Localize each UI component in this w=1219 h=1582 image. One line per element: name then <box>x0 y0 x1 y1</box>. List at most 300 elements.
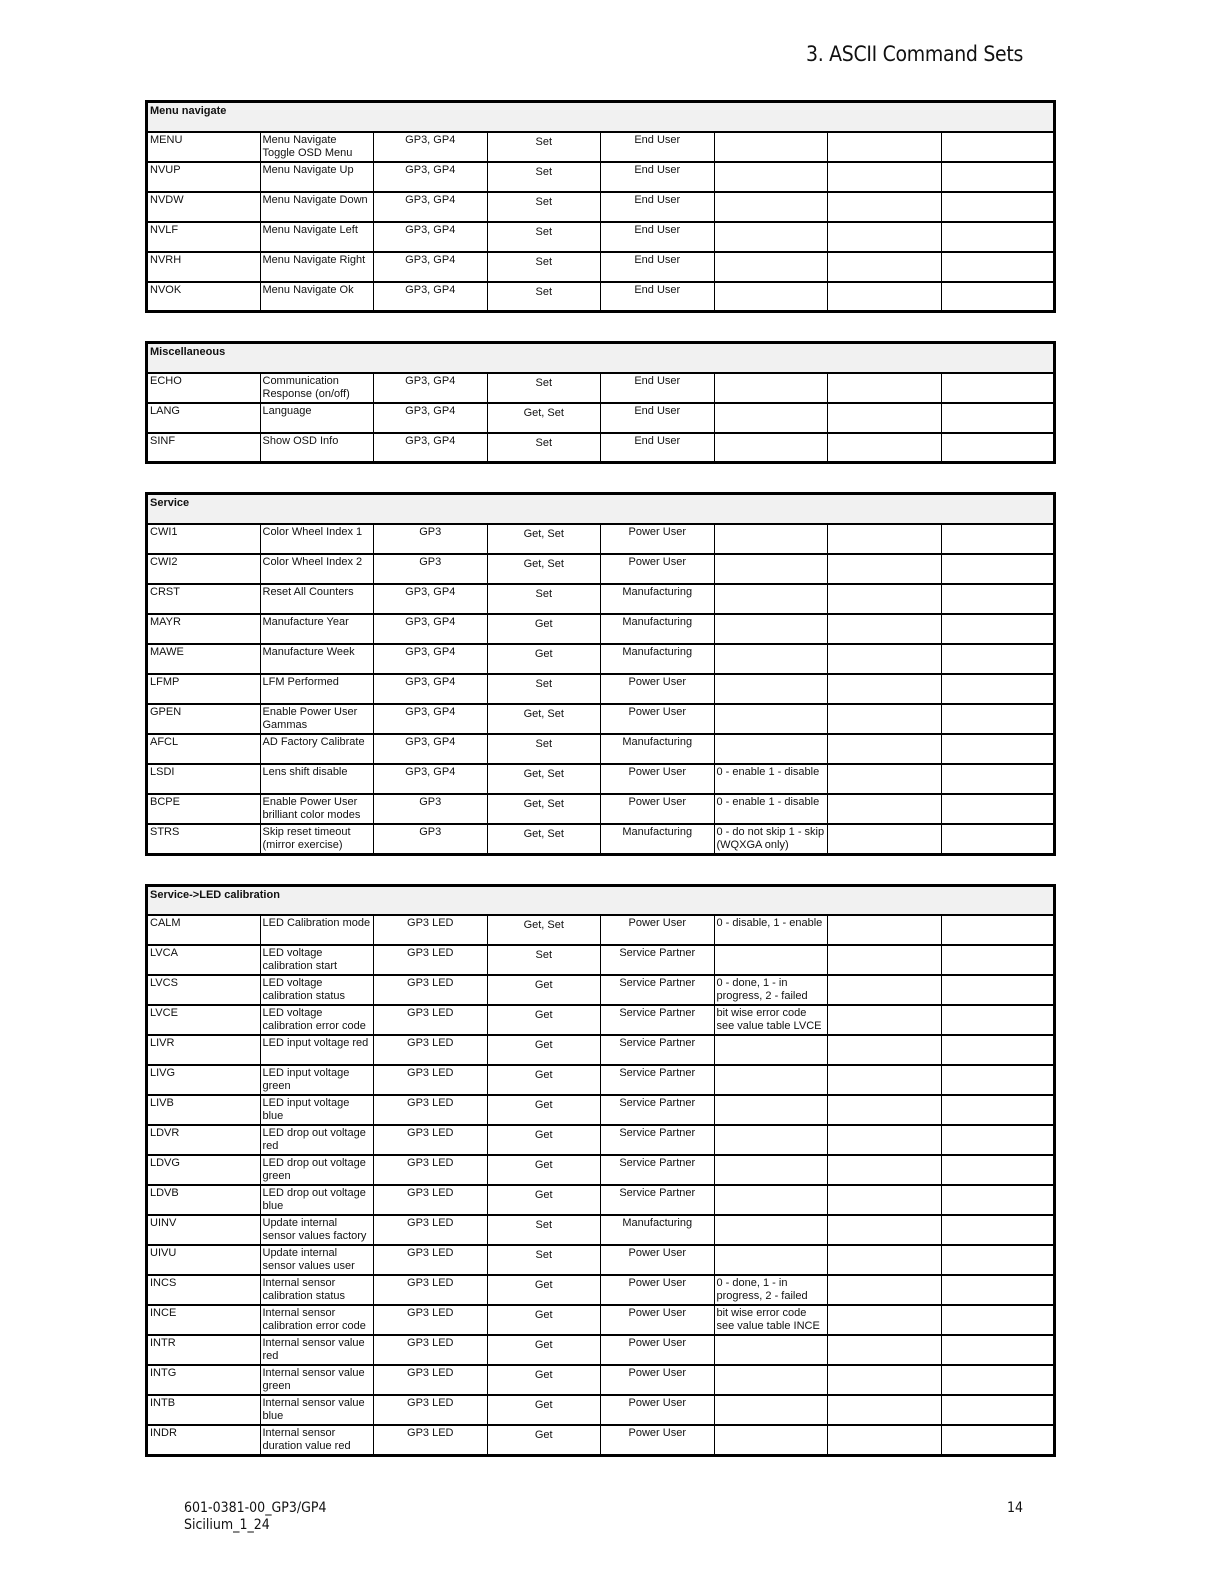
command-extra-cell <box>941 614 1055 644</box>
command-extra-cell <box>828 1425 942 1456</box>
command-description: LED input voltage green <box>260 1065 374 1095</box>
command-access: Get, Set <box>487 764 601 794</box>
section-header-row <box>147 494 1055 524</box>
command-code: CWI1 <box>147 524 261 554</box>
command-extra-cell <box>828 1125 942 1155</box>
command-row <box>147 554 1055 584</box>
command-sections <box>145 100 1056 1485</box>
command-table <box>145 341 1056 464</box>
command-notes: 0 - done, 1 - in progress, 2 - failed <box>714 1275 828 1305</box>
command-platform: GP3 LED <box>374 915 488 945</box>
command-user-level: Power User <box>601 524 715 554</box>
command-row <box>147 975 1055 1005</box>
command-access: Get <box>487 1395 601 1425</box>
command-code: NVLF <box>147 222 261 252</box>
command-extra-cell <box>941 824 1055 855</box>
command-description: Manufacture Week <box>260 644 374 674</box>
command-code: NVRH <box>147 252 261 282</box>
command-row <box>147 524 1055 554</box>
command-platform: GP3 <box>374 824 488 855</box>
command-extra-cell <box>941 1125 1055 1155</box>
command-description: Skip reset timeout (mirror exercise) <box>260 824 374 855</box>
command-row <box>147 403 1055 433</box>
command-user-level: Power User <box>601 704 715 734</box>
command-access: Get <box>487 1275 601 1305</box>
footer-doc-version: Sicilium_1_24 <box>184 1517 270 1533</box>
command-code: UINV <box>147 1215 261 1245</box>
command-code: LIVG <box>147 1065 261 1095</box>
command-notes <box>714 252 828 282</box>
command-access: Get <box>487 1185 601 1215</box>
command-extra-cell <box>941 674 1055 704</box>
command-access: Get <box>487 644 601 674</box>
command-notes <box>714 704 828 734</box>
command-access: Get <box>487 975 601 1005</box>
command-platform: GP3 LED <box>374 1005 488 1035</box>
command-code: INCS <box>147 1275 261 1305</box>
command-extra-cell <box>828 1185 942 1215</box>
command-row <box>147 824 1055 855</box>
command-access: Set <box>487 674 601 704</box>
command-user-level: Service Partner <box>601 1125 715 1155</box>
command-access: Get <box>487 1155 601 1185</box>
command-code: INTB <box>147 1395 261 1425</box>
command-code: LDVR <box>147 1125 261 1155</box>
command-user-level: End User <box>601 132 715 162</box>
command-extra-cell <box>941 1245 1055 1275</box>
command-extra-cell <box>941 1335 1055 1365</box>
command-platform: GP3, GP4 <box>374 162 488 192</box>
command-section <box>145 341 1056 464</box>
command-extra-cell <box>828 704 942 734</box>
command-user-level: Power User <box>601 1275 715 1305</box>
command-section <box>145 492 1056 856</box>
command-description: LED voltage calibration start <box>260 945 374 975</box>
command-description: Lens shift disable <box>260 764 374 794</box>
command-table <box>145 100 1056 313</box>
command-access: Get, Set <box>487 915 601 945</box>
command-notes <box>714 1425 828 1456</box>
command-access: Set <box>487 282 601 312</box>
command-user-level: End User <box>601 433 715 463</box>
command-row <box>147 644 1055 674</box>
command-access: Get <box>487 614 601 644</box>
command-notes <box>714 132 828 162</box>
command-code: LVCA <box>147 945 261 975</box>
command-description: Enable Power User brilliant color modes <box>260 794 374 824</box>
command-extra-cell <box>828 1395 942 1425</box>
command-extra-cell <box>828 252 942 282</box>
command-extra-cell <box>941 524 1055 554</box>
command-code: AFCL <box>147 734 261 764</box>
command-extra-cell <box>828 1095 942 1125</box>
command-description: Manufacture Year <box>260 614 374 644</box>
command-notes <box>714 162 828 192</box>
command-extra-cell <box>828 1335 942 1365</box>
command-row <box>147 373 1055 403</box>
section-header-row <box>147 885 1055 915</box>
command-row <box>147 1155 1055 1185</box>
section-header-row <box>147 102 1055 132</box>
command-user-level: Power User <box>601 1395 715 1425</box>
command-access: Set <box>487 162 601 192</box>
command-platform: GP3 LED <box>374 1335 488 1365</box>
command-row <box>147 1395 1055 1425</box>
command-row <box>147 674 1055 704</box>
command-description: LED drop out voltage green <box>260 1155 374 1185</box>
command-access: Set <box>487 373 601 403</box>
command-notes <box>714 1095 828 1125</box>
command-code: MAYR <box>147 614 261 644</box>
command-row <box>147 1245 1055 1275</box>
command-extra-cell <box>828 975 942 1005</box>
command-notes <box>714 1215 828 1245</box>
command-row <box>147 1035 1055 1065</box>
command-description: Menu Navigate Up <box>260 162 374 192</box>
command-extra-cell <box>941 1215 1055 1245</box>
command-notes <box>714 192 828 222</box>
command-extra-cell <box>828 674 942 704</box>
command-description: LED input voltage blue <box>260 1095 374 1125</box>
command-platform: GP3 <box>374 794 488 824</box>
command-extra-cell <box>941 1065 1055 1095</box>
command-user-level: Power User <box>601 1335 715 1365</box>
command-extra-cell <box>941 192 1055 222</box>
command-description: Internal sensor duration value red <box>260 1425 374 1456</box>
command-platform: GP3, GP4 <box>374 252 488 282</box>
command-extra-cell <box>941 252 1055 282</box>
command-platform: GP3 LED <box>374 1215 488 1245</box>
command-row <box>147 794 1055 824</box>
command-user-level: Manufacturing <box>601 824 715 855</box>
command-description: LFM Performed <box>260 674 374 704</box>
command-section <box>145 100 1056 313</box>
command-access: Get, Set <box>487 554 601 584</box>
command-row <box>147 1425 1055 1456</box>
command-description: LED voltage calibration status <box>260 975 374 1005</box>
command-notes <box>714 584 828 614</box>
command-platform: GP3 <box>374 524 488 554</box>
command-user-level: Service Partner <box>601 1185 715 1215</box>
command-user-level: Power User <box>601 915 715 945</box>
command-platform: GP3 LED <box>374 1095 488 1125</box>
command-extra-cell <box>941 734 1055 764</box>
command-extra-cell <box>941 794 1055 824</box>
command-extra-cell <box>941 1275 1055 1305</box>
command-user-level: Manufacturing <box>601 644 715 674</box>
command-platform: GP3, GP4 <box>374 584 488 614</box>
command-row <box>147 1005 1055 1035</box>
command-user-level: Service Partner <box>601 1035 715 1065</box>
command-description: Color Wheel Index 1 <box>260 524 374 554</box>
command-user-level: Manufacturing <box>601 734 715 764</box>
command-access: Set <box>487 192 601 222</box>
command-table <box>145 884 1056 1458</box>
command-code: LDVG <box>147 1155 261 1185</box>
command-extra-cell <box>828 945 942 975</box>
command-notes <box>714 1065 828 1095</box>
command-access: Set <box>487 433 601 463</box>
command-code: LDVB <box>147 1185 261 1215</box>
command-code: INCE <box>147 1305 261 1335</box>
command-user-level: Power User <box>601 554 715 584</box>
command-extra-cell <box>941 975 1055 1005</box>
command-description: LED voltage calibration error code <box>260 1005 374 1035</box>
command-description: Update internal sensor values user <box>260 1245 374 1275</box>
command-row <box>147 764 1055 794</box>
command-row <box>147 1065 1055 1095</box>
command-notes <box>714 1395 828 1425</box>
command-row <box>147 584 1055 614</box>
command-user-level: Power User <box>601 1245 715 1275</box>
command-access: Get <box>487 1065 601 1095</box>
command-description: Menu Navigate Toggle OSD Menu <box>260 132 374 162</box>
command-extra-cell <box>828 1005 942 1035</box>
command-row <box>147 162 1055 192</box>
command-platform: GP3 LED <box>374 1305 488 1335</box>
command-platform: GP3 LED <box>374 1425 488 1456</box>
command-notes <box>714 1335 828 1365</box>
command-access: Set <box>487 1245 601 1275</box>
command-user-level: Power User <box>601 1305 715 1335</box>
command-extra-cell <box>828 162 942 192</box>
command-notes <box>714 1185 828 1215</box>
command-row <box>147 433 1055 463</box>
command-code: CWI2 <box>147 554 261 584</box>
command-notes: 0 - enable 1 - disable <box>714 764 828 794</box>
command-extra-cell <box>828 614 942 644</box>
command-user-level: End User <box>601 252 715 282</box>
command-extra-cell <box>828 1215 942 1245</box>
command-user-level: End User <box>601 403 715 433</box>
command-extra-cell <box>828 373 942 403</box>
command-user-level: Power User <box>601 794 715 824</box>
command-notes <box>714 614 828 644</box>
command-description: Menu Navigate Left <box>260 222 374 252</box>
command-access: Set <box>487 584 601 614</box>
command-extra-cell <box>941 1305 1055 1335</box>
command-notes <box>714 644 828 674</box>
command-description: Language <box>260 403 374 433</box>
command-user-level: Service Partner <box>601 1005 715 1035</box>
command-access: Get <box>487 1365 601 1395</box>
command-description: AD Factory Calibrate <box>260 734 374 764</box>
command-description: LED drop out voltage blue <box>260 1185 374 1215</box>
command-section <box>145 884 1056 1458</box>
command-platform: GP3 LED <box>374 1275 488 1305</box>
section-title: Service->LED calibration <box>147 885 1055 915</box>
section-title: Menu navigate <box>147 102 1055 132</box>
command-extra-cell <box>828 915 942 945</box>
command-extra-cell <box>941 403 1055 433</box>
command-extra-cell <box>828 1365 942 1395</box>
command-access: Get, Set <box>487 704 601 734</box>
command-user-level: Service Partner <box>601 1155 715 1185</box>
command-row <box>147 132 1055 162</box>
command-user-level: End User <box>601 373 715 403</box>
command-description: Show OSD Info <box>260 433 374 463</box>
command-code: LFMP <box>147 674 261 704</box>
command-extra-cell <box>941 945 1055 975</box>
command-platform: GP3 LED <box>374 1185 488 1215</box>
command-code: LANG <box>147 403 261 433</box>
command-user-level: End User <box>601 222 715 252</box>
command-access: Set <box>487 1215 601 1245</box>
command-platform: GP3 LED <box>374 1395 488 1425</box>
command-notes <box>714 403 828 433</box>
command-platform: GP3, GP4 <box>374 192 488 222</box>
command-description: Internal sensor calibration status <box>260 1275 374 1305</box>
command-user-level: Service Partner <box>601 945 715 975</box>
command-platform: GP3 LED <box>374 1065 488 1095</box>
command-table <box>145 492 1056 856</box>
command-platform: GP3 <box>374 554 488 584</box>
command-user-level: Manufacturing <box>601 614 715 644</box>
command-notes <box>714 554 828 584</box>
command-platform: GP3, GP4 <box>374 764 488 794</box>
command-code: UIVU <box>147 1245 261 1275</box>
command-code: STRS <box>147 824 261 855</box>
command-user-level: Power User <box>601 1425 715 1456</box>
section-title: Service <box>147 494 1055 524</box>
command-extra-cell <box>941 373 1055 403</box>
command-notes <box>714 674 828 704</box>
command-description: Enable Power User Gammas <box>260 704 374 734</box>
command-row <box>147 614 1055 644</box>
command-platform: GP3 LED <box>374 1365 488 1395</box>
command-description: LED drop out voltage red <box>260 1125 374 1155</box>
command-user-level: End User <box>601 192 715 222</box>
command-row <box>147 1095 1055 1125</box>
section-title: Miscellaneous <box>147 343 1055 373</box>
command-notes <box>714 222 828 252</box>
command-access: Get <box>487 1005 601 1035</box>
command-platform: GP3, GP4 <box>374 132 488 162</box>
command-notes: 0 - enable 1 - disable <box>714 794 828 824</box>
command-notes <box>714 1155 828 1185</box>
command-access: Get <box>487 1035 601 1065</box>
command-platform: GP3 LED <box>374 1125 488 1155</box>
command-description: Color Wheel Index 2 <box>260 554 374 584</box>
command-extra-cell <box>941 433 1055 463</box>
command-code: MAWE <box>147 644 261 674</box>
command-platform: GP3, GP4 <box>374 433 488 463</box>
command-description: Reset All Counters <box>260 584 374 614</box>
command-notes <box>714 734 828 764</box>
command-notes <box>714 1125 828 1155</box>
command-extra-cell <box>828 794 942 824</box>
command-notes <box>714 282 828 312</box>
command-notes <box>714 524 828 554</box>
command-extra-cell <box>941 554 1055 584</box>
command-notes: 0 - do not skip 1 - skip (WQXGA only) <box>714 824 828 855</box>
command-description: LED input voltage red <box>260 1035 374 1065</box>
command-user-level: Power User <box>601 764 715 794</box>
command-notes <box>714 945 828 975</box>
command-user-level: Manufacturing <box>601 1215 715 1245</box>
command-platform: GP3 LED <box>374 1035 488 1065</box>
command-platform: GP3, GP4 <box>374 282 488 312</box>
command-code: LVCE <box>147 1005 261 1035</box>
command-user-level: Power User <box>601 674 715 704</box>
command-platform: GP3, GP4 <box>374 614 488 644</box>
command-row <box>147 945 1055 975</box>
command-description: Menu Navigate Down <box>260 192 374 222</box>
command-code: INDR <box>147 1425 261 1456</box>
command-description: LED Calibration mode <box>260 915 374 945</box>
command-extra-cell <box>828 554 942 584</box>
page-footer <box>184 1500 326 1534</box>
command-row <box>147 1275 1055 1305</box>
command-code: NVDW <box>147 192 261 222</box>
command-access: Get, Set <box>487 524 601 554</box>
command-access: Get <box>487 1335 601 1365</box>
command-user-level: End User <box>601 162 715 192</box>
command-extra-cell <box>828 734 942 764</box>
section-header-row <box>147 343 1055 373</box>
command-row <box>147 1185 1055 1215</box>
command-notes: bit wise error code see value table INCE <box>714 1305 828 1335</box>
command-extra-cell <box>941 764 1055 794</box>
command-code: NVUP <box>147 162 261 192</box>
command-access: Get <box>487 1125 601 1155</box>
command-extra-cell <box>828 1305 942 1335</box>
command-platform: GP3, GP4 <box>374 373 488 403</box>
command-extra-cell <box>941 584 1055 614</box>
command-extra-cell <box>828 282 942 312</box>
command-row <box>147 1335 1055 1365</box>
command-row <box>147 222 1055 252</box>
command-row <box>147 252 1055 282</box>
command-row <box>147 192 1055 222</box>
command-user-level: End User <box>601 282 715 312</box>
command-user-level: Service Partner <box>601 1065 715 1095</box>
command-description: Internal sensor value red <box>260 1335 374 1365</box>
command-access: Get, Set <box>487 794 601 824</box>
command-code: LIVB <box>147 1095 261 1125</box>
command-description: Menu Navigate Right <box>260 252 374 282</box>
command-extra-cell <box>941 1005 1055 1035</box>
command-description: Internal sensor value blue <box>260 1395 374 1425</box>
command-extra-cell <box>941 1095 1055 1125</box>
command-code: CALM <box>147 915 261 945</box>
command-access: Get, Set <box>487 824 601 855</box>
command-extra-cell <box>828 1275 942 1305</box>
command-code: LSDI <box>147 764 261 794</box>
command-platform: GP3 LED <box>374 945 488 975</box>
command-extra-cell <box>941 282 1055 312</box>
command-extra-cell <box>828 524 942 554</box>
command-notes: bit wise error code see value table LVCE <box>714 1005 828 1035</box>
command-platform: GP3 LED <box>374 1155 488 1185</box>
command-access: Set <box>487 252 601 282</box>
command-extra-cell <box>828 644 942 674</box>
command-row <box>147 1215 1055 1245</box>
command-notes <box>714 373 828 403</box>
command-extra-cell <box>941 1185 1055 1215</box>
command-access: Set <box>487 132 601 162</box>
command-access: Get <box>487 1095 601 1125</box>
command-platform: GP3, GP4 <box>374 674 488 704</box>
command-access: Get <box>487 1305 601 1335</box>
command-extra-cell <box>941 704 1055 734</box>
command-platform: GP3, GP4 <box>374 704 488 734</box>
command-row <box>147 282 1055 312</box>
command-code: MENU <box>147 132 261 162</box>
command-extra-cell <box>828 824 942 855</box>
command-description: Menu Navigate Ok <box>260 282 374 312</box>
command-notes <box>714 1035 828 1065</box>
